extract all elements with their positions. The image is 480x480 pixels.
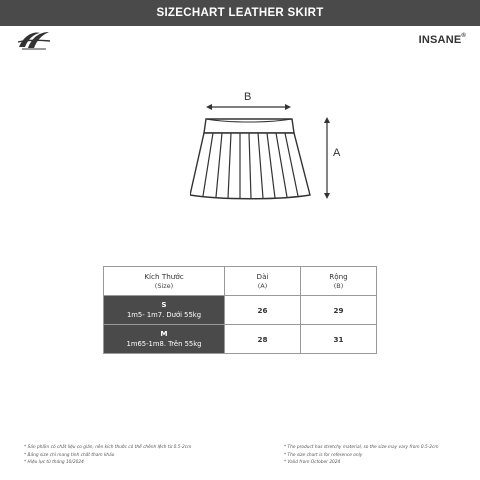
registered-mark: ®	[461, 33, 466, 39]
header-size-sub: (Size)	[154, 281, 174, 290]
header-length	[225, 267, 301, 296]
brand-monogram-icon	[16, 29, 52, 51]
header-length-label: Dài	[256, 271, 269, 281]
size-description: 1m65-1m8. Trên 55kg	[126, 340, 202, 348]
size-code: M	[160, 329, 168, 338]
length-value: 28	[225, 325, 301, 354]
width-value: 31	[301, 325, 377, 354]
brand-name: INSANE®	[418, 33, 466, 46]
note-line: * Valid from October 2024	[284, 460, 341, 465]
header-length-sub: (A)	[257, 281, 268, 290]
header-width	[301, 267, 377, 296]
table-row	[104, 296, 377, 325]
table-header-row	[104, 267, 377, 296]
size-cell-s	[104, 296, 225, 325]
note-line: * Sản phẩm có chất liệu co giãn, nên kích thước có thể chênh lệch từ 0.5-2cm	[24, 445, 192, 450]
size-table	[103, 266, 377, 354]
note-line: * Bảng size chỉ mang tính chất tham khảo	[24, 452, 115, 458]
note-line: * The product has stretchy material, so the size may vary from 0.5-2cm	[284, 445, 439, 450]
notes-english	[284, 444, 439, 467]
length-value: 26	[225, 296, 301, 325]
header-width-label: Rộng	[329, 271, 348, 281]
size-code: S	[161, 300, 167, 309]
header-size	[104, 267, 225, 296]
dimension-label-a: A	[333, 147, 341, 159]
note-line: * Hiệu lực từ tháng 10/2024	[24, 460, 84, 465]
dimension-label-b: B	[244, 91, 252, 103]
header-width-sub: (B)	[333, 281, 344, 290]
note-line: * The size chart is for reference only	[284, 452, 363, 458]
table-row	[104, 325, 377, 354]
size-cell-m	[104, 325, 225, 354]
size-description: 1m5- 1m7. Dưới 55kg	[126, 311, 202, 319]
width-value: 29	[301, 296, 377, 325]
pleated-skirt-icon	[190, 86, 360, 206]
notes-vietnamese	[24, 444, 191, 467]
page-title: SIZECHART LEATHER SKIRT	[156, 7, 324, 19]
page-header	[0, 0, 480, 26]
header-size-label: Kích Thước	[144, 271, 184, 281]
